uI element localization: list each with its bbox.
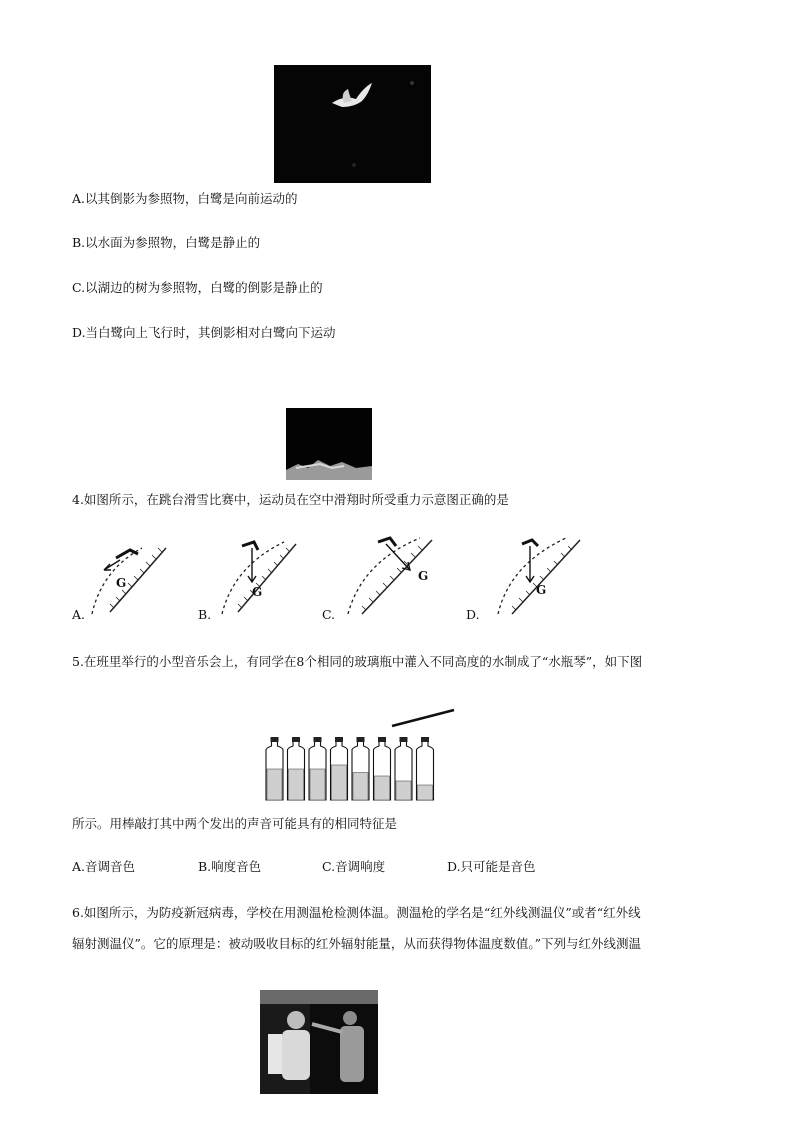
force-label-d: G (536, 583, 547, 597)
q4-label-a: A. (72, 607, 86, 622)
bottle-8 (417, 737, 434, 800)
bottle-6 (374, 737, 391, 800)
q3-option-a: A.以其倒影为参照物，白鹭是向前运动的 (72, 191, 298, 206)
temperature-check-graphic (260, 990, 378, 1094)
q5-option-c: C.音调响度 (322, 859, 386, 874)
bottle-3 (309, 737, 326, 800)
q3-option-b: B.以水面为参照物，白鹭是静止的 (72, 235, 261, 250)
bottle-xylophone-figure (262, 706, 462, 804)
bottle-water-1 (267, 769, 282, 800)
q5-stem: 5.在班里举行的小型音乐会上，有同学在8个相同的玻璃瓶中灌入不同高度的水制成了“水瓶琴”，如下图 (72, 654, 643, 669)
bottle-water-6 (375, 776, 390, 800)
q4-diagram-a (86, 540, 176, 620)
q4-diagram-d (490, 534, 586, 620)
q3-option-d: D.当白鹭向上飞行时，其倒影相对白鹭向下运动 (72, 325, 336, 340)
force-label-c: G (418, 569, 429, 583)
q5-option-a: A.音调音色 (72, 859, 136, 874)
bottle-water-5 (353, 773, 368, 801)
q4-diagram-b (214, 536, 304, 620)
bottle-water-2 (289, 769, 304, 800)
force-label-a: G (116, 576, 127, 590)
q6-line-2: 辐射测温仪”。它的原理是：被动吸收目标的红外辐射能量，从而获得物体温度数值。”下列与红外线测温 (72, 936, 642, 951)
q3-option-c: C.以湖边的树为参照物，白鹭的倒影是静止的 (72, 280, 323, 295)
q4-diagram-c (340, 534, 440, 620)
bottle-2 (288, 737, 305, 800)
q5-option-b: B.响度音色 (198, 859, 262, 874)
bottle-water-8 (418, 785, 433, 800)
bottle-7 (395, 737, 412, 800)
q4-label-c: C. (322, 607, 336, 622)
q5-stem-continued: 所示。用棒敲打其中两个发出的声音可能具有的相同特征是 (72, 816, 398, 831)
temperature-check-photo (260, 990, 378, 1094)
q4-label-b: B. (198, 607, 212, 622)
bottle-4 (331, 737, 348, 800)
ski-jump-graphic (286, 408, 372, 480)
bottle-5 (352, 737, 369, 800)
bottle-1 (266, 737, 283, 800)
ski-jump-photo (286, 408, 372, 480)
q4-label-d: D. (466, 607, 480, 622)
striking-stick (392, 710, 454, 726)
bottle-water-4 (332, 765, 347, 800)
q5-option-d: D.只可能是音色 (447, 859, 536, 874)
egret-graphic (274, 65, 431, 183)
force-label-b: G (252, 585, 263, 599)
q4-stem: 4.如图所示，在跳台滑雪比赛中，运动员在空中滑翔时所受重力示意图正确的是 (72, 492, 509, 507)
bottle-water-7 (396, 781, 411, 800)
bottle-water-3 (310, 769, 325, 800)
q6-line-1: 6.如图所示，为防疫新冠病毒，学校在用测温枪检测体温。测温枪的学名是“红外线测温仪”或者“红外线 (72, 905, 641, 920)
egret-photo (274, 65, 431, 183)
